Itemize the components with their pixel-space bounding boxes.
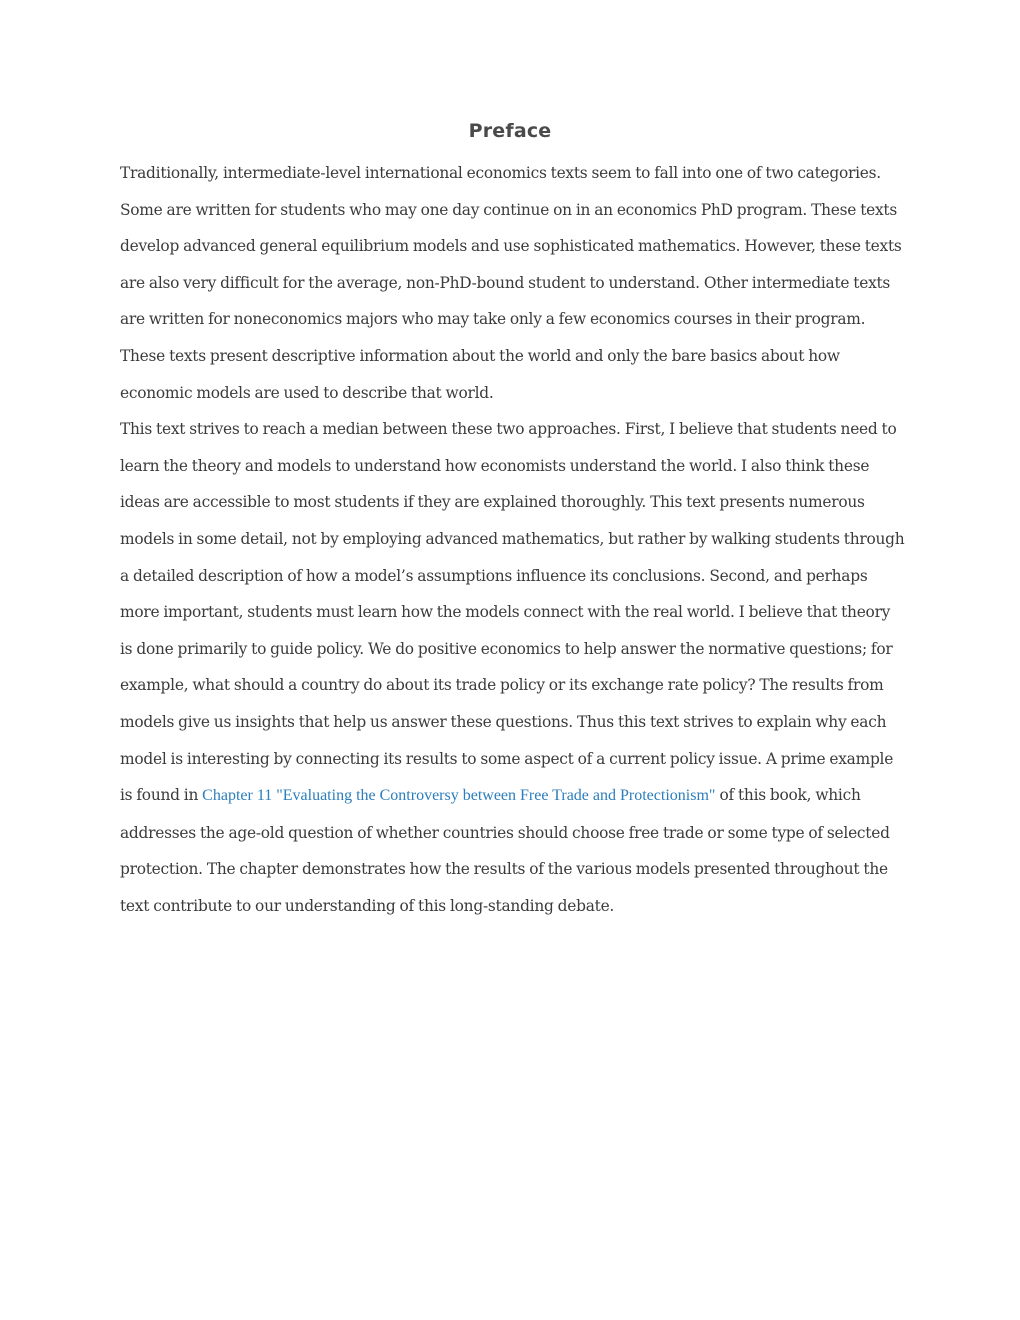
paragraph-2 (120, 411, 905, 924)
paragraph-1: Traditionally, intermediate-level international economics texts seem to fall into one of two categories. Some are written for students who may one day continue on in an economics PhD program. These texts develop advanced general equilibrium models and use sophisticated mathematics. However, these texts are also very difficult for the average, non-PhD-bound student to understand. Other intermediate texts are written for noneconomics majors who may take only a few economics courses in their program. These texts present descriptive information about the world and only the bare basics about how economic models are used to describe that world. (120, 164, 902, 402)
document-body (120, 155, 905, 924)
paragraph-2-text-end: of this book, which addresses the age-old question of whether countries should choose free trade or some type of selected protection. The chapter demonstrates how the results of the various models presented throughout the text contribute to our understanding of this long-standing debate. (120, 786, 890, 915)
paragraph-2-text-start: This text strives to reach a median between these two approaches. First, I believe that students need to learn the theory and models to understand how economists understand the world. I also think these ideas are accessible to most students if they are explained thoroughly. This text presents numerous models in some detail, not by employing advanced mathematics, but rather by walking students through a detailed description of how a model’s assumptions influence its conclusions. Second, and perhaps more important, students must learn how the models connect with the real world. I believe that theory is done primarily to guide policy. We do positive economics to help answer the normative questions; for example, what should a country do about its trade policy or its exchange rate policy? The results from models give us insights that help us answer these questions. Thus this text strives to explain why each model is interesting by connecting its results to some aspect of a current policy issue. A prime example is found in (120, 420, 905, 805)
chapter-11-link[interactable]: Chapter 11 "Evaluating the Controversy between Free Trade and Protectionism" (202, 787, 716, 805)
page-title: Preface (468, 120, 552, 142)
